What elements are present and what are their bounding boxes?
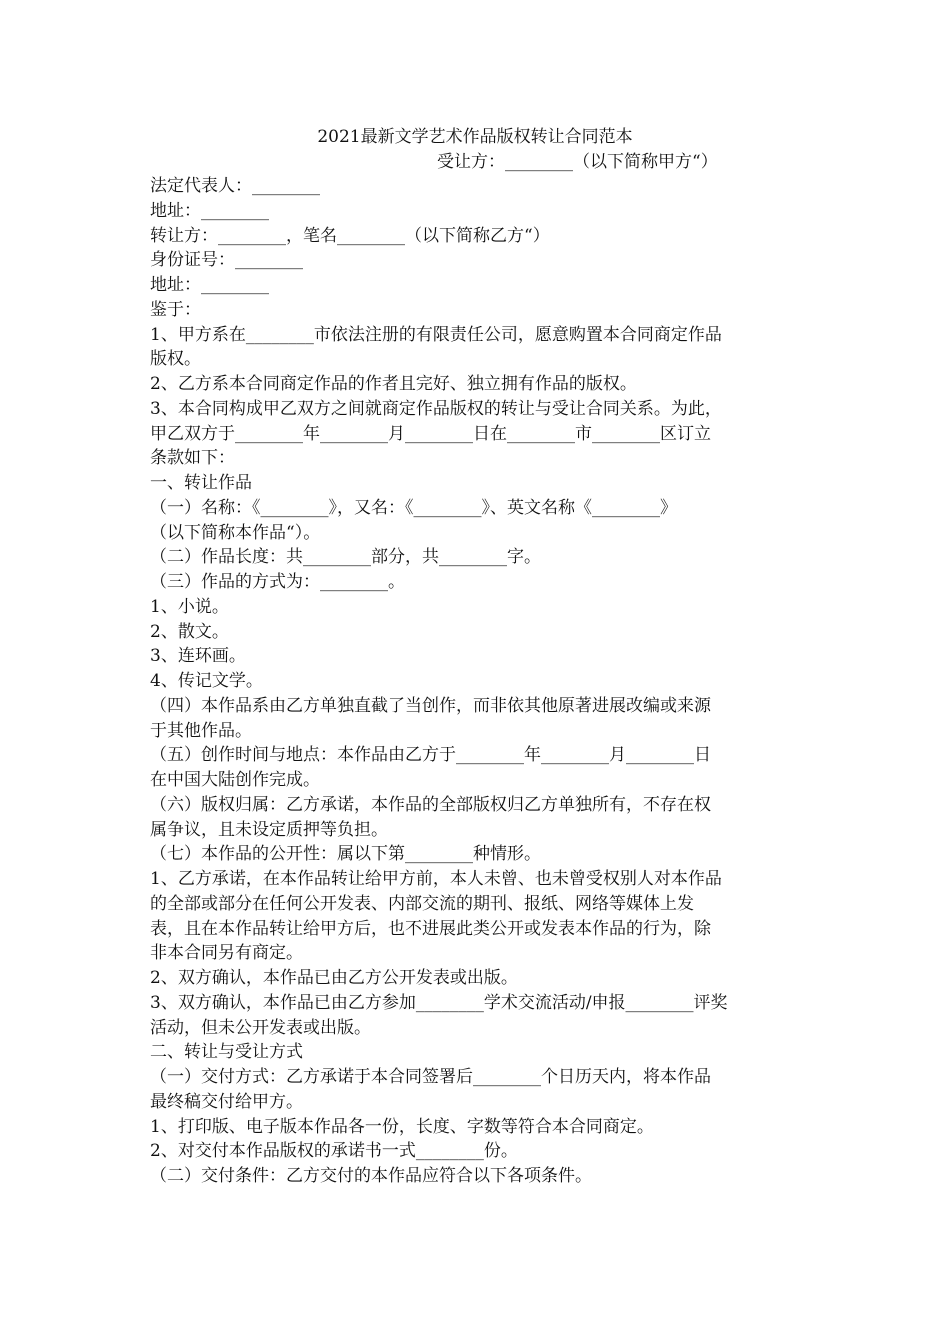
document-line: 2、对交付本作品版权的承诺书一式________份。 [150,1141,518,1162]
document-line: 于其他作品。 [150,720,252,741]
document-line: 版权。 [150,349,201,370]
document-line: 在中国大陆创作完成。 [150,770,320,790]
document-line: 2、散文。 [150,621,229,642]
document-line: （一）名称：《________》，又名：《________》、英文名称《________》 [150,497,677,518]
document-line: 2、双方确认，本作品已由乙方公开发表或出版。 [150,968,518,988]
document-line: 1、小说。 [150,596,229,617]
document-title: 2021最新文学艺术作品版权转让合同范本 [317,127,633,147]
document-line: 1、甲方系在________市依法注册的有限责任公司，愿意购置本合同商定作品 [150,324,722,345]
document-line: 一、转让作品 [150,473,252,493]
document-line: （以下简称本作品“）。 [150,522,321,543]
document-line: 地址：________ [150,200,269,221]
document-line: （二）作品长度：共________部分，共________字。 [150,547,541,568]
document-line: （七）本作品的公开性：属以下第________种情形。 [150,844,541,865]
document-line: （一）交付方式：乙方承诺于本合同签署后________个日历天内，将本作品 [150,1067,711,1087]
document-line: 鉴于： [150,299,201,320]
document-line: 法定代表人：________ [150,176,320,196]
document-line: 4、传记文学。 [150,671,263,691]
document-line: 2、乙方系本合同商定作品的作者且完好、独立拥有作品的版权。 [150,374,637,394]
document-line: 身份证号：________ [150,250,303,271]
document-line: （五）创作时间与地点：本作品由乙方于________年________月________日 [150,745,711,766]
document-line: 甲乙双方于________年________月________日在________市________区订立 [150,423,711,444]
document-line: （六）版权归属：乙方承诺，本作品的全部版权归乙方单独所有，不存在权 [150,794,711,815]
document-line: 3、连环画。 [150,646,246,667]
document-line: 活动，但未公开发表或出版。 [150,1017,371,1038]
document-line: 最终稿交付给甲方。 [150,1091,303,1112]
document-line: 地址：________ [150,275,269,295]
document-line: 属争议，且未设定质押等负担。 [150,819,388,840]
document-line: 二、转让与受让方式 [150,1042,303,1063]
document-line: （四）本作品系由乙方单独直截了当创作，而非依其他原著进展改编或来源 [150,695,711,716]
document-line: 3、本合同构成甲乙双方之间就商定作品版权的转让与受让合同关系。为此， [150,398,722,419]
document-line: （三）作品的方式为：________。 [150,572,405,592]
transferee-line: 受让方：________（以下简称甲方“） [437,152,718,172]
document-line: 3、双方确认，本作品已由乙方参加________学术交流活动/申报________评奖 [150,992,728,1013]
document-line: 非本合同另有商定。 [150,943,303,964]
document-line: 的全部或部分在任何公开发表、内部交流的期刊、报纸、网络等媒体上发 [150,893,694,914]
document-line: 条款如下： [150,448,235,469]
document-body [150,174,810,1189]
document-line: 表，且在本作品转让给甲方后，也不进展此类公开或发表本作品的行为，除 [150,918,711,939]
document-line: 1、打印版、电子版本作品各一份，长度、字数等符合本合同商定。 [150,1116,654,1137]
document-line: （二）交付条件：乙方交付的本作品应符合以下各项条件。 [150,1166,592,1186]
document-line: 1、乙方承诺，在本作品转让给甲方前，本人未曾、也未曾受权别人对本作品 [150,869,722,889]
document-line: 转让方：________，笔名________（以下简称乙方“） [150,225,550,246]
